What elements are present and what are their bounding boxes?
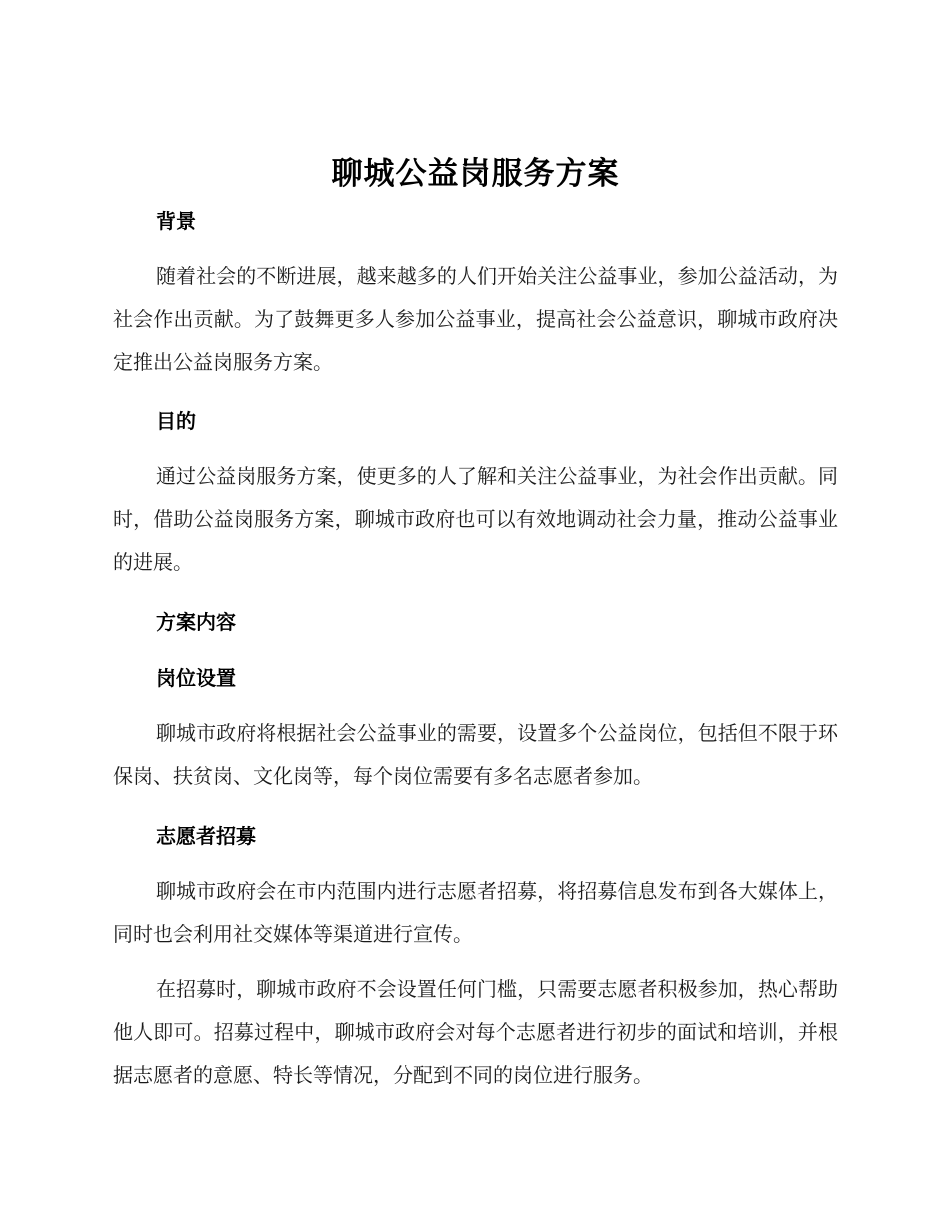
section-heading-post-setup: 岗位设置 bbox=[156, 666, 236, 690]
paragraph-post-setup: 聊城市政府将根据社会公益事业的需要，设置多个公益岗位，包括但不限于环保岗、扶贫岗、文化岗等，每个岗位需要有多名志愿者参加。 bbox=[113, 721, 838, 788]
paragraph-purpose: 通过公益岗服务方案，使更多的人了解和关注公益事业，为社会作出贡献。同时，借助公益岗服务方案，聊城市政府也可以有效地调动社会力量，推动公益事业的进展。 bbox=[113, 464, 838, 574]
document-title: 聊城公益岗服务方案 bbox=[331, 156, 620, 192]
paragraph-recruitment-process: 在招募时，聊城市政府不会设置任何门槛，只需要志愿者积极参加，热心帮助他人即可。招募过程中，聊城市政府会对每个志愿者进行初步的面试和培训，并根据志愿者的意愿、特长等情况，分配到不同的岗位进行服务。 bbox=[113, 977, 838, 1087]
section-heading-purpose: 目的 bbox=[156, 409, 196, 433]
section-heading-plan-content: 方案内容 bbox=[156, 610, 236, 634]
paragraph-recruitment-channels: 聊城市政府会在市内范围内进行志愿者招募，将招募信息发布到各大媒体上，同时也会利用社交媒体等渠道进行宣传。 bbox=[113, 879, 838, 946]
section-heading-volunteer-recruitment: 志愿者招募 bbox=[156, 824, 256, 848]
paragraph-background: 随着社会的不断进展，越来越多的人们开始关注公益事业，参加公益活动，为社会作出贡献。为了鼓舞更多人参加公益事业，提高社会公益意识，聊城市政府决定推出公益岗服务方案。 bbox=[113, 264, 838, 374]
section-heading-background: 背景 bbox=[156, 209, 196, 233]
